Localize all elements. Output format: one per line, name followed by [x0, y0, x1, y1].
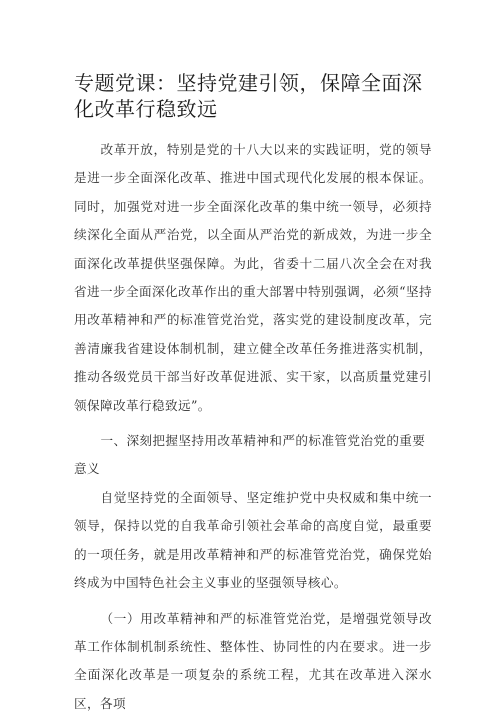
intro-paragraph: 改革开放，特别是党的十八大以来的实践证明，党的领导是进一步全面深化改革、推进中国式现代化发展的根本保证。同时，加强党对进一步全面深化改革的集中统一领导，必须持续深化全面从严治党，以全面从严治党的新成效，为进一步全面深化改革提供坚强保障。为此，省委十二届八次全会在对我省进一步全面深化改革作出的重大部署中特别强调，必须“坚持用改革精神和严的标准管党治党，落实党的建设制度改革，完善清廉我省建设体制机制，建立健全改革任务推进落实机制，推动各级党员干部当好改革促进派、实干家，以高质量党建引领保障改革行稳致远”。: [74, 136, 432, 420]
section-1-paragraph: 自觉坚持党的全面领导、坚定维护党中央权威和集中统一领导，保持以党的自我革命引领社会革命的高度自觉，最重要的一项任务，就是用改革精神和严的标准管党治党，确保党始终成为中国特色社会主义事业的坚强领导核心。: [74, 484, 432, 598]
subsection-1-paragraph: （一）用改革精神和严的标准管党治党，是增强党领导改革工作体制机制系统性、整体性、协同性的内在要求。进一步全面深化改革是一项复杂的系统工程，尤其在改革进入深水区，各项: [74, 605, 432, 718]
section-1-heading: 一、深刻把握坚持用改革精神和严的标准管党治党的重要意义: [74, 427, 432, 484]
document-title: 专题党课：坚持党建引领，保障全面深化改革行稳致远: [74, 70, 432, 122]
